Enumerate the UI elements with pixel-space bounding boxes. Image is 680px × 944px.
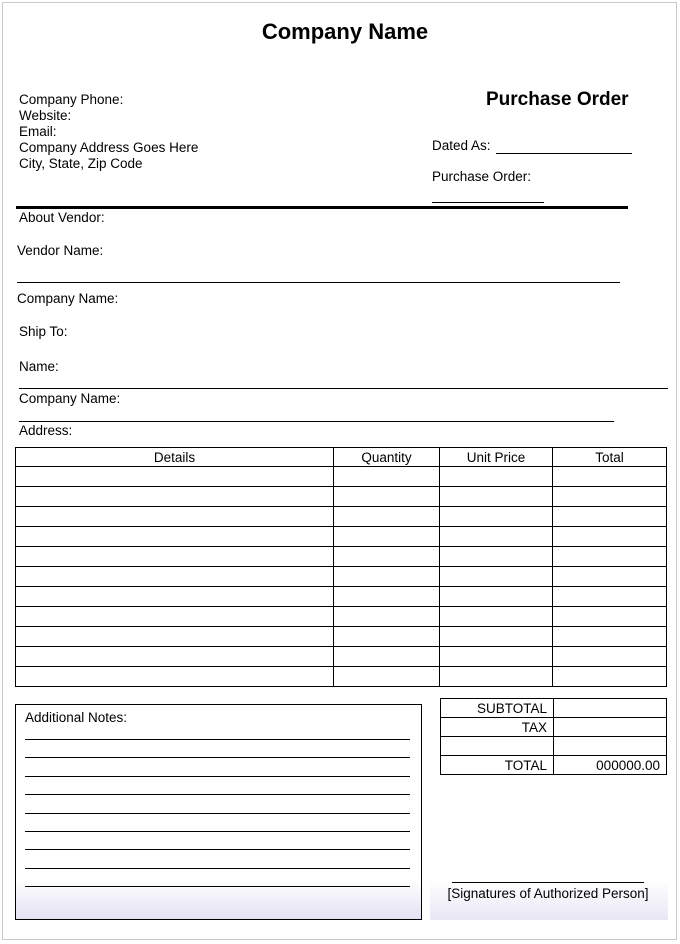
- table-row: [16, 607, 667, 627]
- dated-as-label: Dated As:: [432, 138, 491, 153]
- details-column-header: Details: [16, 448, 334, 467]
- quantity-cell[interactable]: [334, 467, 440, 487]
- table-row: [16, 587, 667, 607]
- email-label: Email:: [19, 124, 57, 139]
- total-cell[interactable]: [553, 587, 667, 607]
- items-table: [15, 447, 667, 687]
- signature-label: [Signatures of Authorized Person]: [447, 886, 649, 901]
- website-label: Website:: [19, 108, 72, 123]
- total-cell[interactable]: [553, 627, 667, 647]
- table-row: [16, 567, 667, 587]
- unit-price-cell[interactable]: [440, 567, 553, 587]
- details-cell[interactable]: [16, 527, 334, 547]
- company-address-line: Company Address Goes Here: [19, 140, 199, 155]
- quantity-cell[interactable]: [334, 527, 440, 547]
- signature-line[interactable]: [452, 882, 644, 883]
- quantity-cell[interactable]: [334, 667, 440, 687]
- details-cell[interactable]: [16, 627, 334, 647]
- total-cell[interactable]: [553, 667, 667, 687]
- table-row: [16, 467, 667, 487]
- total-cell[interactable]: [553, 487, 667, 507]
- total-cell[interactable]: [553, 647, 667, 667]
- tax-row: [441, 718, 667, 737]
- subtotal-label: SUBTOTAL: [441, 699, 554, 718]
- company-info-block: [19, 92, 198, 172]
- table-row: [16, 547, 667, 567]
- additional-notes-label: Additional Notes:: [25, 710, 128, 725]
- dated-as-field[interactable]: [496, 153, 632, 154]
- total-cell[interactable]: [553, 467, 667, 487]
- details-cell[interactable]: [16, 647, 334, 667]
- total-cell[interactable]: [553, 607, 667, 627]
- vendor-company-name-label: Company Name:: [17, 291, 119, 306]
- total-cell[interactable]: [553, 567, 667, 587]
- total-cell[interactable]: [553, 547, 667, 567]
- notes-line[interactable]: [25, 831, 410, 832]
- ship-to-company-name-field[interactable]: [19, 421, 614, 422]
- quantity-column-header: Quantity: [334, 448, 440, 467]
- unit-price-cell[interactable]: [440, 587, 553, 607]
- ship-to-address-label: Address:: [19, 423, 73, 438]
- notes-line[interactable]: [25, 757, 410, 758]
- details-cell[interactable]: [16, 587, 334, 607]
- ship-to-name-field[interactable]: [19, 388, 668, 389]
- details-cell[interactable]: [16, 467, 334, 487]
- total-label: TOTAL: [441, 756, 554, 775]
- details-cell[interactable]: [16, 607, 334, 627]
- unit-price-cell[interactable]: [440, 547, 553, 567]
- details-cell[interactable]: [16, 547, 334, 567]
- details-cell[interactable]: [16, 487, 334, 507]
- tax-value-cell[interactable]: [554, 718, 667, 737]
- blank-row: [441, 737, 667, 756]
- unit-price-cell[interactable]: [440, 487, 553, 507]
- subtotal-row: [441, 699, 667, 718]
- quantity-cell[interactable]: [334, 627, 440, 647]
- details-cell[interactable]: [16, 507, 334, 527]
- quantity-cell[interactable]: [334, 507, 440, 527]
- table-row: [16, 487, 667, 507]
- unit-price-cell[interactable]: [440, 527, 553, 547]
- blank-value-cell[interactable]: [554, 737, 667, 756]
- unit-price-cell[interactable]: [440, 667, 553, 687]
- city-state-zip-line: City, State, Zip Code: [19, 156, 143, 171]
- notes-line[interactable]: [25, 886, 410, 887]
- details-cell[interactable]: [16, 567, 334, 587]
- unit-price-cell[interactable]: [440, 627, 553, 647]
- section-divider: [16, 206, 628, 209]
- about-vendor-label: About Vendor:: [19, 210, 105, 225]
- table-row: [16, 527, 667, 547]
- unit-price-cell[interactable]: [440, 647, 553, 667]
- unit-price-cell[interactable]: [440, 467, 553, 487]
- table-row: [16, 627, 667, 647]
- total-row: [441, 756, 667, 775]
- unit-price-column-header: Unit Price: [440, 448, 553, 467]
- ship-to-company-name-label: Company Name:: [19, 391, 121, 406]
- quantity-cell[interactable]: [334, 567, 440, 587]
- notes-line[interactable]: [25, 868, 410, 869]
- purchase-order-number-field[interactable]: [432, 202, 544, 203]
- quantity-cell[interactable]: [334, 647, 440, 667]
- notes-line[interactable]: [25, 739, 410, 740]
- table-row: [16, 667, 667, 687]
- items-header-row: [16, 448, 667, 467]
- total-cell[interactable]: [553, 527, 667, 547]
- table-row: [16, 647, 667, 667]
- quantity-cell[interactable]: [334, 487, 440, 507]
- vendor-name-label: Vendor Name:: [17, 243, 104, 258]
- quantity-cell[interactable]: [334, 587, 440, 607]
- ship-to-label: Ship To:: [19, 324, 68, 339]
- totals-table: [440, 698, 667, 775]
- notes-line[interactable]: [25, 776, 410, 777]
- blank-label-cell: [441, 737, 554, 756]
- company-name-title: Company Name: [261, 19, 429, 44]
- quantity-cell[interactable]: [334, 607, 440, 627]
- quantity-cell[interactable]: [334, 547, 440, 567]
- company-phone-label: Company Phone:: [19, 92, 124, 107]
- unit-price-cell[interactable]: [440, 507, 553, 527]
- unit-price-cell[interactable]: [440, 607, 553, 627]
- ship-to-name-label: Name:: [19, 359, 59, 374]
- total-value: 000000.00: [554, 756, 667, 775]
- subtotal-value-cell[interactable]: [554, 699, 667, 718]
- table-row: [16, 507, 667, 527]
- purchase-order-title: Purchase Order: [486, 89, 629, 110]
- notes-line[interactable]: [25, 813, 410, 814]
- total-column-header: Total: [553, 448, 667, 467]
- tax-label: TAX: [441, 718, 554, 737]
- purchase-order-number-label: Purchase Order:: [432, 169, 532, 184]
- notes-line[interactable]: [25, 849, 410, 850]
- total-cell[interactable]: [553, 507, 667, 527]
- details-cell[interactable]: [16, 667, 334, 687]
- vendor-name-field[interactable]: [17, 282, 620, 283]
- notes-line[interactable]: [25, 794, 410, 795]
